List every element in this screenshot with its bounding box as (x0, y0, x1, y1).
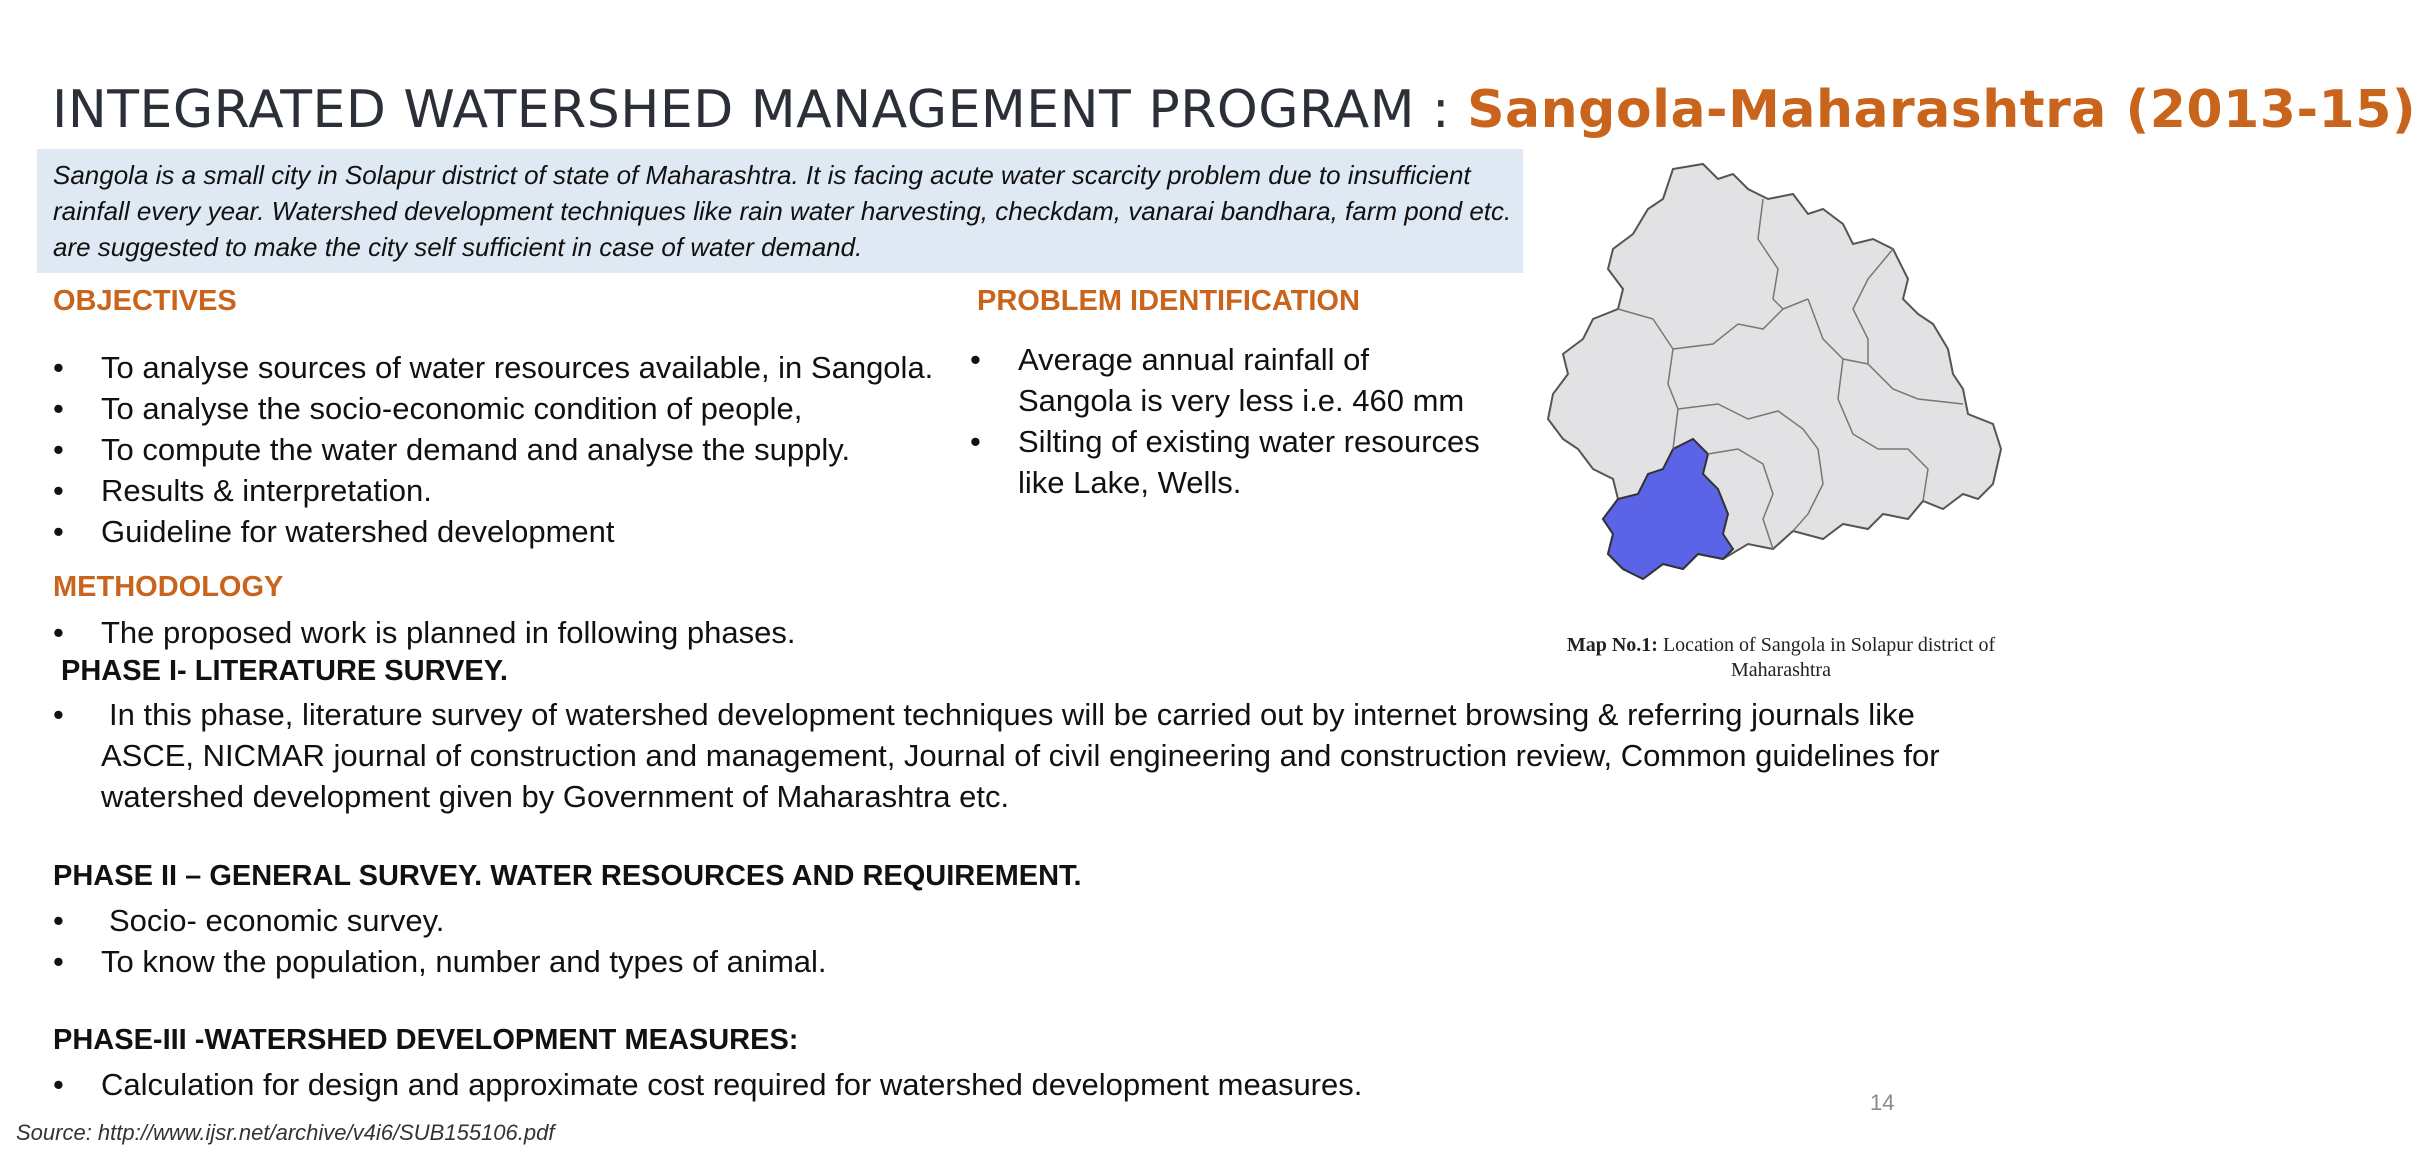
phase2-list (53, 900, 1253, 982)
list-item (53, 900, 1253, 941)
district-map (1523, 149, 2028, 689)
page-number: 14 (1870, 1090, 1895, 1115)
phase3-heading: PHASE-III -WATERSHED DEVELOPMENT MEASURES: (53, 1024, 799, 1056)
intro-box: Sangola is a small city in Solapur district of state of Maharashtra. It is facing acute water scarcity problem due to insufficient rainfall every year. Watershed development techniques like rain water harvesting, checkdam, vanarai bandhara, farm pond etc. are suggested to make the city self sufficient in case of water demand. (37, 149, 1523, 273)
list-item-text: Socio- economic survey. (109, 903, 445, 938)
list-item: • Guideline for watershed development (53, 511, 973, 552)
phase2-heading: PHASE II – GENERAL SURVEY. WATER RESOURCES AND REQUIREMENT. (53, 860, 1082, 892)
phase1-heading: PHASE I- LITERATURE SURVEY. (61, 655, 508, 687)
methodology-list (53, 612, 953, 653)
source-citation: Source: http://www.ijsr.net/archive/v4i6/SUB155106.pdf (16, 1120, 555, 1145)
problem-heading: PROBLEM IDENTIFICATION (977, 285, 1360, 317)
map-caption-label: Map No.1: (1566, 634, 1658, 656)
objectives-heading: OBJECTIVES (53, 285, 237, 317)
map-caption (1531, 633, 2031, 683)
phase3-list (53, 1064, 1553, 1105)
list-item: • To compute the water demand and analyse the supply. (53, 429, 973, 470)
solapur-district-map (1523, 149, 2028, 619)
list-item: • Calculation for design and approximate cost required for watershed development measures. (53, 1064, 1553, 1105)
list-item: • To analyse the socio-economic condition of people, (53, 388, 973, 429)
list-item: • To analyse sources of water resources available, in Sangola. (53, 347, 973, 388)
map-caption-text: Location of Sangola in Solapur district of Maharashtra (1662, 634, 1996, 681)
objectives-list (53, 347, 973, 552)
phase1-list (53, 694, 2013, 817)
slide-title (52, 80, 2416, 140)
title-separator: : (1415, 80, 1468, 140)
list-item: • Average annual rainfall of Sangola is very less i.e. 460 mm (970, 339, 1480, 421)
problem-list (970, 339, 1480, 503)
list-item (53, 694, 2013, 817)
title-main: INTEGRATED WATERSHED MANAGEMENT PROGRAM (52, 80, 1416, 140)
list-item: • To know the population, number and types of animal. (53, 941, 1253, 982)
list-item: • Results & interpretation. (53, 470, 973, 511)
methodology-heading: METHODOLOGY (53, 571, 284, 603)
list-item: • The proposed work is planned in following phases. (53, 612, 953, 653)
title-place: Sangola-Maharashtra (2013-15) (1467, 80, 2416, 140)
list-item-text: In this phase, literature survey of watershed development techniques will be carried out by internet browsing & referring journals like ASCE, NICMAR journal of construction and management, Journal of civil engineering and construction review, Common guidelines for watershed development given by Government of Maharashtra etc. (101, 697, 1940, 814)
list-item: • Silting of existing water resources like Lake, Wells. (970, 421, 1480, 503)
